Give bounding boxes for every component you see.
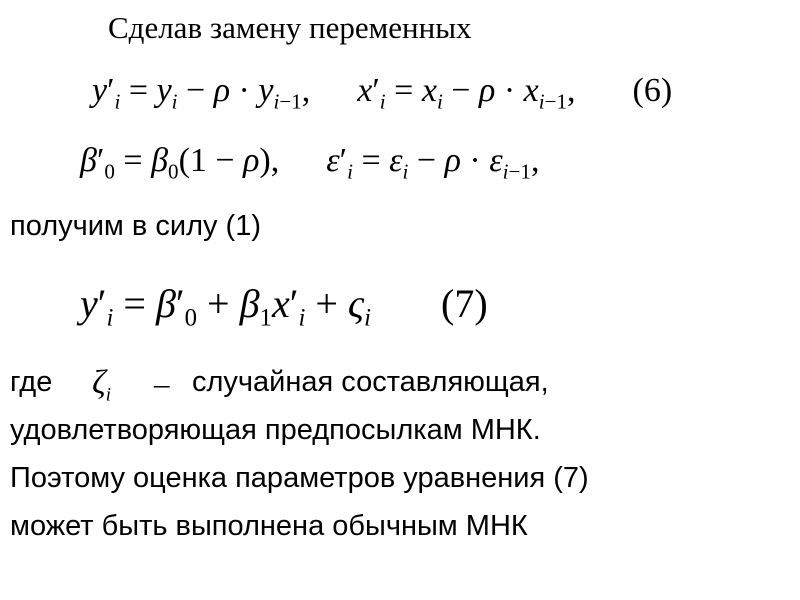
text-line-2: удовлетворяющая предпосылкам МНК. [10,414,541,446]
equation-6b [80,142,540,184]
equation-6-number: (6) [632,72,673,109]
equation-epsilon-transform: $\varepsilon'_i = \varepsilon_i - \rho \cdot \varepsilon_{i-1}$, [326,142,540,184]
equation-6-y: $y'_i = y_i - \rho \cdot y_{i-1}$, [92,72,311,114]
equation-6-x: $x'_i = x_i - \rho \cdot x_{i-1}$, [357,72,576,114]
dash: – [154,366,170,401]
text-where: где [10,366,53,398]
intro-text: Сделав замену переменных [108,10,472,45]
text-line-3: Поэтому оценка параметров уравнения (7) [10,462,589,494]
equation-7-formula: $y'_i = \beta'_0 + \beta_1x'_i + \varsigma_i$ [80,281,372,332]
text-line-1: случайная составляющая, [192,366,549,398]
equation-beta-transform: $\beta'_0 = \beta_0(1 - \rho)$, [80,142,280,184]
equation-6 [92,72,673,114]
zeta-symbol: $\zeta_i$ [92,364,111,406]
text-line-4: может быть выполнена обычным МНК [10,510,528,542]
equation-7-number: (7) [441,281,488,326]
equation-7 [80,280,488,332]
text-get-by-1: получим в силу (1) [10,210,262,242]
